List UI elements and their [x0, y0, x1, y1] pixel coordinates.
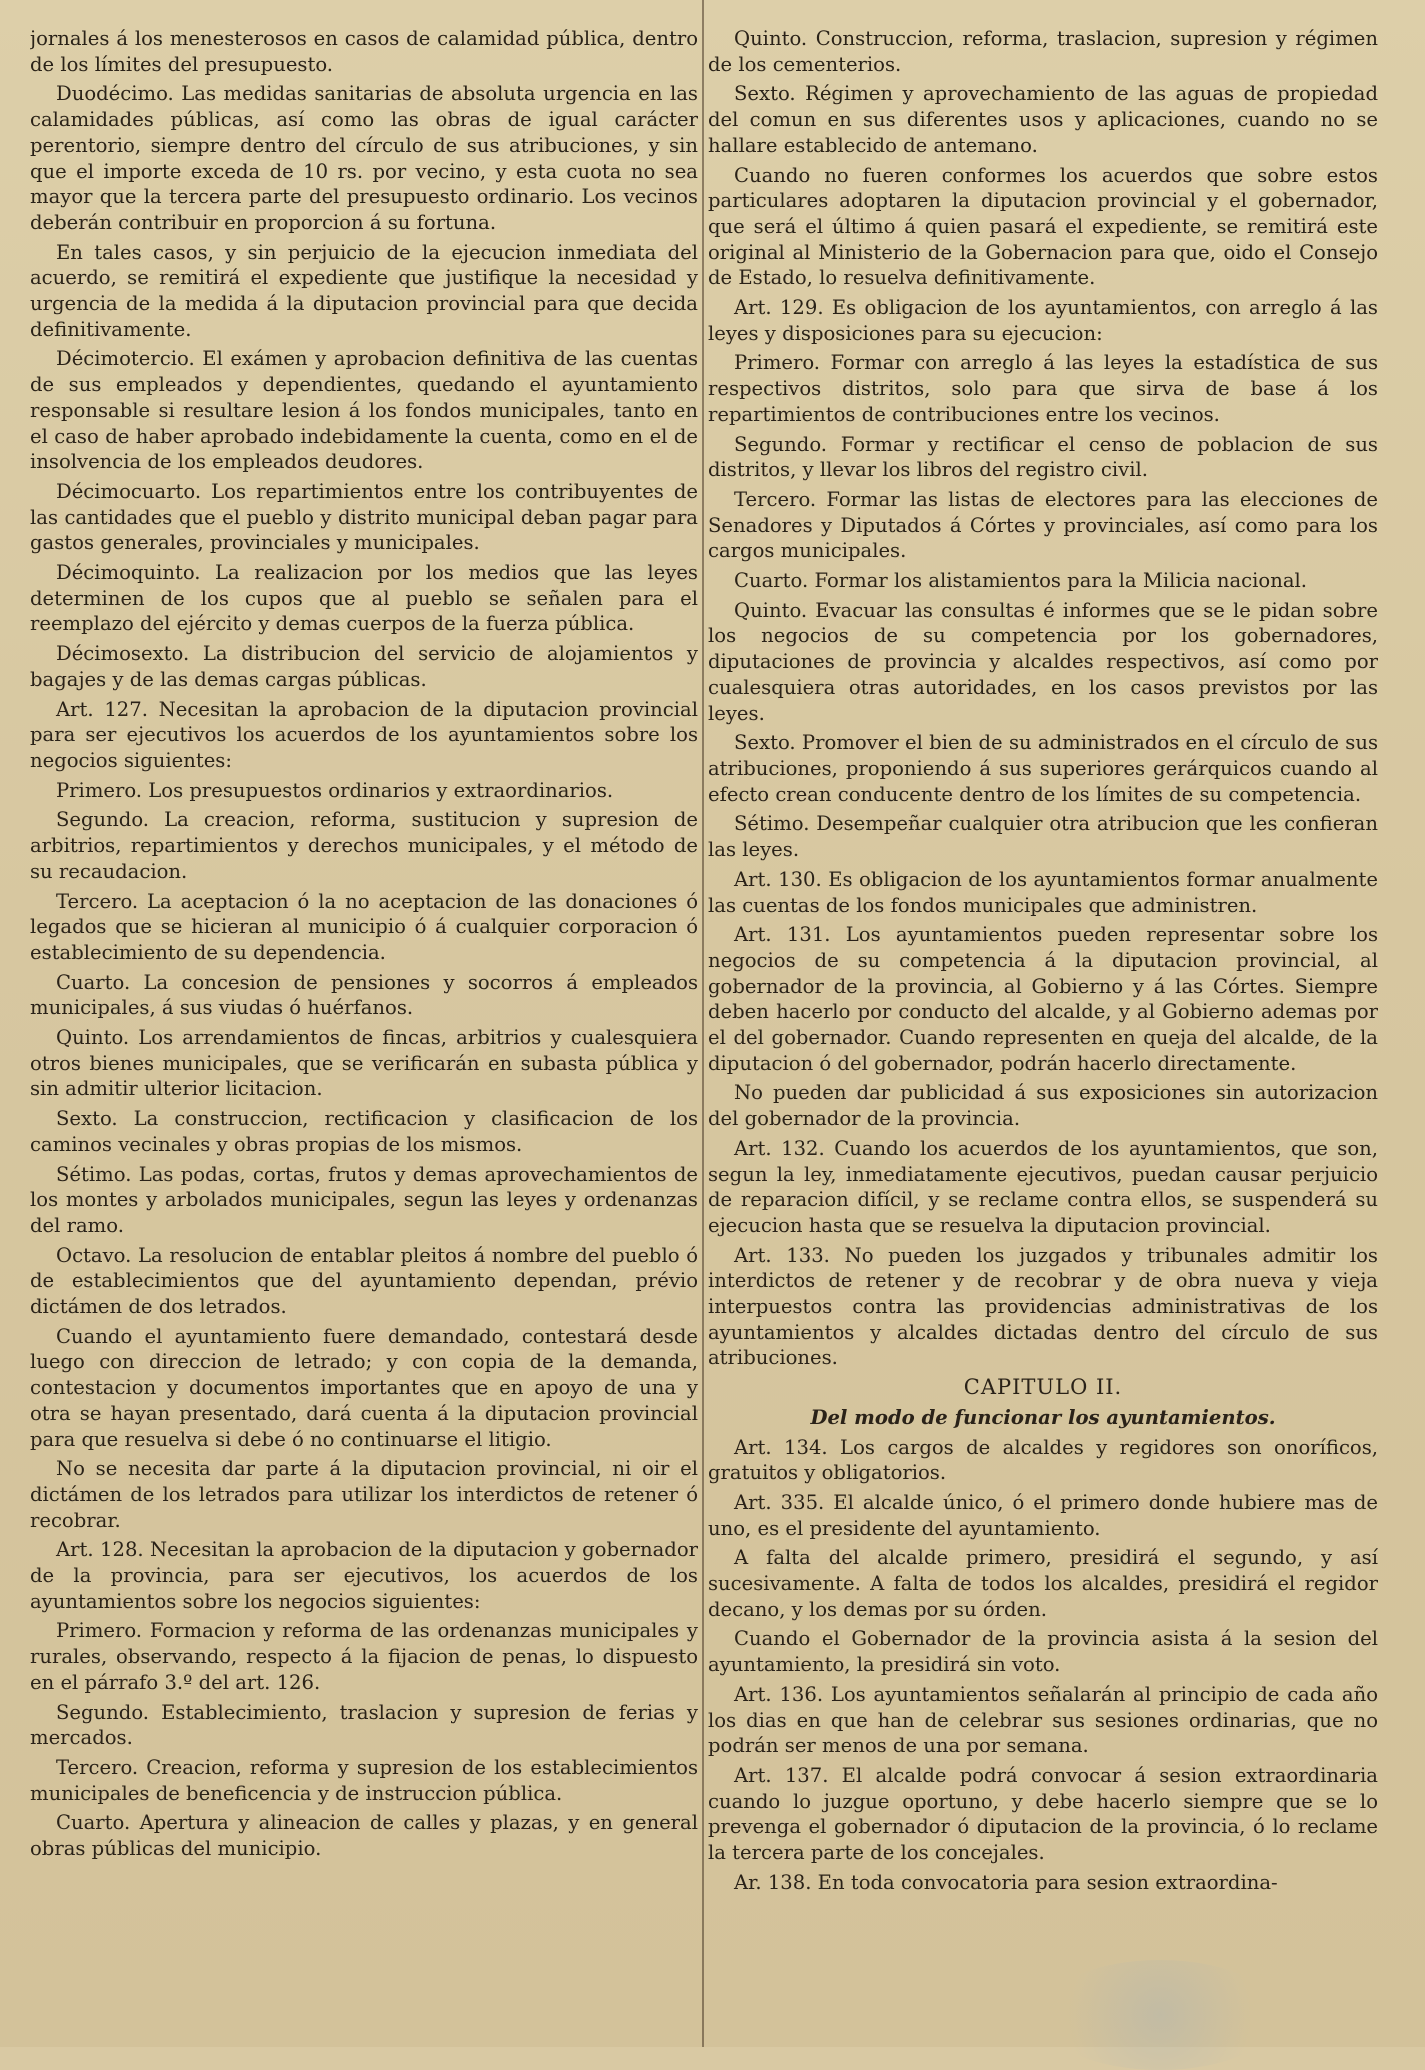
article-paragraph: Art. 128. Necesitan la aprobacion de la diputacion y gobernador de la provincia, para ser ejecutivos, los acuerdos de los ayuntamientos sobre los negocios siguientes: — [30, 1538, 698, 1613]
article-paragraph: Art. 137. El alcalde podrá convocar á sesion extraordinaria cuando lo juzgue oportuno, y debe hacerlo siempre que se lo prevenga el gobernador ó diputacion de la provincia, ó lo reclame la tercera parte de los concejales. — [708, 1764, 1378, 1865]
article-paragraph: Art. 335. El alcalde único, ó el primero donde hubiere mas de uno, es el presidente del ayuntamiento. — [708, 1490, 1378, 1540]
paragraph: Tercero. Creacion, reforma y supresion de los establecimientos municipales de beneficencia y de instruccion pública. — [30, 1756, 698, 1805]
paragraph: No pueden dar publicidad á sus exposiciones sin autorizacion del gobernador de la provincia. — [708, 1081, 1378, 1131]
paragraph: Sexto. Promover el bien de su administrados en el círculo de sus atribuciones, proponiendo á sus superiores gerárquicos cuando al efecto crean conducente dentro de los límites de su competencia. — [708, 731, 1378, 806]
paragraph: Sétimo. Desempeñar cualquier otra atribucion que les confieran las leyes. — [708, 812, 1378, 862]
article-paragraph: Art. 132. Cuando los acuerdos de los ayuntamientos, que son, segun la ley, inmediatamente ejecutivos, puedan causar perjuicio de reparacion difícil, y se reclame contra ellos, se suspenderá su ejecucion hasta que se resuelva la diputacion provincial. — [708, 1136, 1378, 1237]
article-paragraph: Art. 129. Es obligacion de los ayuntamientos, con arreglo á las leyes y disposiciones para su ejecucion: — [708, 296, 1378, 345]
paragraph: Sexto. Régimen y aprovechamiento de las aguas de propiedad del comun en sus diferentes usos y aplicaciones, cuando no se hallare establecido de antemano. — [708, 82, 1378, 157]
paragraph: Décimocuarto. Los repartimientos entre los contribuyentes de las cantidades que el pueblo y distrito municipal deban pagar para gastos generales, provinciales y municipales. — [30, 479, 698, 555]
paragraph: Tercero. La aceptacion ó la no aceptacion de las donaciones ó legados que se hicieran al municipio ó á cualquier corporacion ó establecimiento de su dependencia. — [30, 889, 698, 964]
article-paragraph: Art. 131. Los ayuntamientos pueden representar sobre los negocios de su competencia á la diputacion provincial, al gobernador de la provincia, al Gobierno y á las Córtes. Siempre deben hacerlo por conducto del alcalde, y al Gobierno ademas por el del gobernador. Cuando representen en queja del alcalde, de la diputacion ó del gobernador, podrán hacerlo directamente. — [708, 923, 1378, 1075]
paragraph: Segundo. Formar y rectificar el censo de poblacion de sus distritos, y llevar los libros del registro civil. — [708, 432, 1378, 482]
article-paragraph: Art. 133. No pueden los juzgados y tribunales admitir los interdictos de retener y de recobrar y de obra nueva y vieja interpuestos contra las providencias administrativas de los ayuntamientos y alcaldes dictadas dentro del círculo de sus atribuciones. — [708, 1243, 1378, 1370]
paragraph: Cuarto. Formar los alistamientos para la Milicia nacional. — [734, 569, 1307, 593]
paragraph: Sétimo. Las podas, cortas, frutos y demas aprovechamientos de los montes y arbolados municipales, segun las leyes y ordenanzas del ramo. — [30, 1162, 698, 1237]
paragraph: Cuando no fueren conformes los acuerdos que sobre estos particulares adoptaren la diputacion provincial y el gobernador, que será el último á quien pasará el expediente, se remitirá este original al Ministerio de la Gobernacion para que, oido el Consejo de Estado, lo resuelva definitivamente. — [708, 163, 1378, 290]
paragraph: No se necesita dar parte á la diputacion provincial, ni oir el dictámen de los letrados para utilizar los interdictos de retener ó recobrar. — [30, 1457, 698, 1532]
paragraph: Primero. Formar con arreglo á las leyes la estadística de sus respectivos distritos, solo para que sirva de base á los repartimientos de contribuciones entre los vecinos. — [708, 351, 1378, 426]
paragraph: Octavo. La resolucion de entablar pleitos á nombre del pueblo ó de establecimientos que del ayuntamiento dependan, prévio dictámen de dos letrados. — [30, 1243, 698, 1319]
paragraph: En tales casos, y sin perjuicio de la ejecucion inmediata del acuerdo, se remitirá el expediente que justifique la necesidad y urgencia de la medida á la diputacion provincial para que decida definitivamente. — [30, 240, 698, 341]
chapter-heading: CAPITULO II. — [963, 1375, 1123, 1400]
article-paragraph: Art. 127. Necesitan la aprobacion de la diputacion provincial para ser ejecutivos los acuerdos de los ayuntamientos sobre los negocios siguientes: — [30, 697, 698, 772]
chapter-subtitle: Del modo de funcionar los ayuntamientos. — [810, 1405, 1276, 1429]
paragraph: Quinto. Construccion, reforma, traslacion, supresion y régimen de los cementerios. — [708, 27, 1378, 76]
paragraph: Cuando el ayuntamiento fuere demandado, contestará desde luego con direccion de letrado; y con copia de la demanda, contestacion y documentos importantes que en apoyo de una y otra se hayan presentado, dará cuenta á la diputacion provincial para que resuelva si debe ó no continuarse el litigio. — [30, 1324, 698, 1451]
paragraph: Tercero. Formar las listas de electores para las elecciones de Senadores y Diputados á Córtes y provinciales, así como para los cargos municipales. — [708, 487, 1378, 563]
article-paragraph: Art. 136. Los ayuntamientos señalarán al principio de cada año los dias en que han de celebrar sus sesiones ordinarias, que no podrán ser menos de una por semana. — [708, 1682, 1378, 1758]
right-column — [708, 26, 1378, 2027]
article-paragraph: Art. 130. Es obligacion de los ayuntamientos formar anualmente las cuentas de los fondos municipales que administren. — [708, 867, 1378, 917]
paragraph: Duodécimo. Las medidas sanitarias de absoluta urgencia en las calamidades públicas, así como las obras de igual carácter perentorio, siempre dentro del círculo de sus atribuciones, y sin que el importe exceda de 10 rs. por vecino, y esta cuota no sea mayor que la tercera parte del presupuesto ordinario. Los vecinos deberán contribuir en proporcion á su fortuna. — [30, 82, 698, 234]
paragraph: Quinto. Los arrendamientos de fincas, arbitrios y cualesquiera otros bienes municipales, que se verificarán en subasta pública y sin admitir ulterior licitacion. — [30, 1026, 698, 1101]
column-divider — [702, 0, 704, 2047]
paragraph: A falta del alcalde primero, presidirá el segundo, y así sucesivamente. A falta de todos los alcaldes, presidirá el regidor decano, y los demas por su órden. — [708, 1546, 1378, 1621]
paragraph: Quinto. Evacuar las consultas é informes que se le pidan sobre los negocios de su competencia por los gobernadores, diputaciones de provincia y alcaldes respectivos, así como por cualesquiera otras autoridades, en los casos previstos por las leyes. — [708, 598, 1378, 725]
paragraph: Segundo. La creacion, reforma, sustitucion y supresion de arbitrios, repartimientos y derechos municipales, y el método de su recaudacion. — [30, 808, 698, 883]
paragraph: Sexto. La construccion, rectificacion y clasificacion de los caminos vecinales y obras propias de los mismos. — [30, 1107, 698, 1156]
paragraph: Primero. Los presupuestos ordinarios y extraordinarios. — [56, 778, 614, 802]
paragraph: Décimoquinto. La realizacion por los medios que las leyes determinen de los cupos que al pueblo se señalen para el reemplazo del ejército y demas cuerpos de la fuerza pública. — [30, 561, 698, 636]
paragraph: Cuarto. La concesion de pensiones y socorros á empleados municipales, á sus viudas ó huérfanos. — [30, 970, 698, 1020]
paragraph: Décimosexto. La distribucion del servicio de alojamientos y bagajes y de las demas cargas públicas. — [30, 642, 698, 691]
article-paragraph: Ar. 138. En toda convocatoria para sesion extraordina- — [734, 1870, 1278, 1894]
paragraph: jornales á los menesterosos en casos de calamidad pública, dentro de los límites del presupuesto. — [30, 27, 698, 76]
paragraph: Décimotercio. El exámen y aprobacion definitiva de las cuentas de sus empleados y dependientes, quedando el ayuntamiento responsable si resultare lesion á los fondos municipales, tanto en el caso de haber aprobado indebidamente la cuenta, como en el de insolvencia de los empleados deudores. — [30, 347, 698, 474]
paragraph: Cuarto. Apertura y alineacion de calles y plazas, y en general obras públicas del municipio. — [30, 1811, 698, 1861]
article-paragraph: Art. 134. Los cargos de alcaldes y regidores son onoríficos, gratuitos y obligatorios. — [708, 1435, 1378, 1485]
left-column — [30, 26, 698, 2027]
paragraph: Segundo. Establecimiento, traslacion y supresion de ferias y mercados. — [30, 1700, 698, 1750]
paragraph: Cuando el Gobernador de la provincia asista á la sesion del ayuntamiento, la presidirá sin voto. — [708, 1627, 1378, 1677]
paragraph: Primero. Formacion y reforma de las ordenanzas municipales y rurales, observando, respecto á la fijacion de penas, lo dispuesto en el párrafo 3.º del art. 126. — [30, 1619, 698, 1694]
